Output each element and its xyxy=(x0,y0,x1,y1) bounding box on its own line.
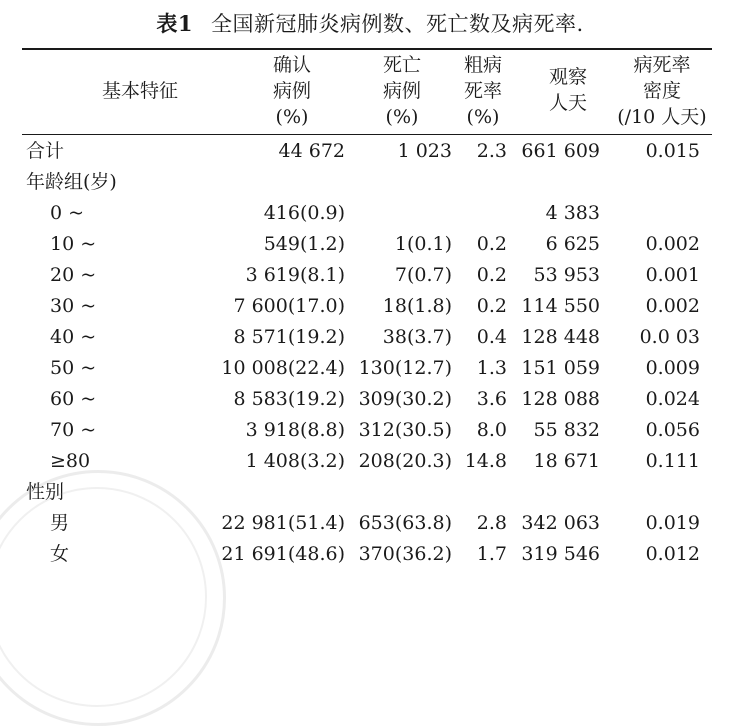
header-cases xyxy=(252,52,332,130)
cell-person-days: 128 448 xyxy=(521,326,600,348)
cell-cases: 3 918(8.8) xyxy=(245,419,345,441)
table-header-rule xyxy=(22,134,712,135)
header-density-line: (/10 人天) xyxy=(617,106,707,128)
table-row xyxy=(0,508,740,539)
cell-person-days: 319 546 xyxy=(521,543,600,565)
cell-density: 0.001 xyxy=(645,264,700,286)
row-label: 70 ~ xyxy=(50,419,97,441)
table-row xyxy=(0,446,740,477)
cell-cases: 549(1.2) xyxy=(263,233,345,255)
header-label-line: 基本特征 xyxy=(101,80,178,102)
row-label: 50 ~ xyxy=(50,357,97,379)
table-row xyxy=(0,167,740,198)
cell-deaths: 370(36.2) xyxy=(358,543,452,565)
cell-deaths: 7(0.7) xyxy=(394,264,452,286)
cell-person-days: 128 088 xyxy=(521,388,600,410)
header-cfr-line: (%) xyxy=(466,106,500,128)
cell-cases: 7 600(17.0) xyxy=(233,295,345,317)
table-caption xyxy=(0,8,740,38)
cell-density: 0.015 xyxy=(645,140,700,162)
cell-density: 0.024 xyxy=(645,388,700,410)
cell-density: 0.012 xyxy=(645,543,700,565)
header-cfr-line: 死率 xyxy=(463,80,502,102)
table-row xyxy=(0,384,740,415)
cell-cfr: 0.4 xyxy=(476,326,507,348)
cell-person-days: 6 625 xyxy=(545,233,600,255)
cell-cases: 22 981(51.4) xyxy=(221,512,345,534)
cell-person-days: 55 832 xyxy=(533,419,600,441)
header-obs xyxy=(528,64,608,116)
table-body xyxy=(0,136,740,570)
cell-person-days: 114 550 xyxy=(521,295,600,317)
table-row xyxy=(0,322,740,353)
header-density-line: 密度 xyxy=(642,80,681,102)
row-label: 合计 xyxy=(26,140,65,162)
header-deaths-line: (%) xyxy=(385,106,419,128)
header-cfr-line: 粗病 xyxy=(463,54,502,76)
header-density xyxy=(608,52,716,130)
table-row xyxy=(0,198,740,229)
header-density-line: 病死率 xyxy=(633,54,691,76)
row-label: 60 ~ xyxy=(50,388,97,410)
table-row xyxy=(0,539,740,570)
header-cfr xyxy=(448,52,518,130)
table-row xyxy=(0,229,740,260)
cell-deaths: 309(30.2) xyxy=(358,388,452,410)
header-cases-line: 确认 xyxy=(272,54,311,76)
cell-cases: 21 691(48.6) xyxy=(221,543,345,565)
header-deaths-line: 病例 xyxy=(382,80,421,102)
table-top-rule xyxy=(22,48,712,50)
cell-cases: 44 672 xyxy=(278,140,345,162)
cell-cfr: 3.6 xyxy=(476,388,507,410)
cell-cfr: 2.3 xyxy=(476,140,507,162)
cell-cases: 10 008(22.4) xyxy=(221,357,345,379)
cell-deaths: 130(12.7) xyxy=(358,357,452,379)
cell-cfr: 1.7 xyxy=(476,543,507,565)
cell-cases: 8 583(19.2) xyxy=(233,388,345,410)
cell-density: 0.002 xyxy=(645,233,700,255)
cell-person-days: 151 059 xyxy=(521,357,600,379)
row-label: 0 ~ xyxy=(50,202,85,224)
table-row xyxy=(0,260,740,291)
cell-deaths: 18(1.8) xyxy=(382,295,452,317)
cell-cases: 8 571(19.2) xyxy=(233,326,345,348)
cell-cfr: 2.8 xyxy=(476,512,507,534)
cell-cases: 3 619(8.1) xyxy=(245,264,345,286)
row-label: 女 xyxy=(50,543,70,565)
row-label: 10 ~ xyxy=(50,233,97,255)
header-deaths xyxy=(362,52,442,130)
row-label: 20 ~ xyxy=(50,264,97,286)
row-label: 30 ~ xyxy=(50,295,97,317)
cell-deaths: 1(0.1) xyxy=(394,233,452,255)
cell-density: 0.019 xyxy=(645,512,700,534)
row-label: ≥80 xyxy=(50,450,91,472)
table-row xyxy=(0,291,740,322)
cell-deaths: 653(63.8) xyxy=(358,512,452,534)
row-label: 男 xyxy=(50,512,70,534)
cell-density: 0.056 xyxy=(645,419,700,441)
cell-cfr: 14.8 xyxy=(464,450,507,472)
header-deaths-line: 死亡 xyxy=(382,54,421,76)
cell-density: 0.002 xyxy=(645,295,700,317)
cell-person-days: 18 671 xyxy=(533,450,600,472)
cell-cfr: 0.2 xyxy=(476,295,507,317)
cell-cfr: 8.0 xyxy=(476,419,507,441)
cell-person-days: 342 063 xyxy=(521,512,600,534)
cell-deaths: 1 023 xyxy=(397,140,452,162)
header-obs-line: 人天 xyxy=(548,92,587,114)
cell-person-days: 4 383 xyxy=(545,202,600,224)
cell-cfr: 1.3 xyxy=(476,357,507,379)
cell-person-days: 661 609 xyxy=(521,140,600,162)
row-label: 40 ~ xyxy=(50,326,97,348)
cell-cfr: 0.2 xyxy=(476,264,507,286)
row-label: 年龄组(岁) xyxy=(26,171,117,193)
header-cases-line: 病例 xyxy=(272,80,311,102)
cell-deaths: 208(20.3) xyxy=(358,450,452,472)
header-obs-line: 观察 xyxy=(548,66,587,88)
cell-density: 0.0 03 xyxy=(639,326,700,348)
cell-cfr: 0.2 xyxy=(476,233,507,255)
table-number: 表1 xyxy=(156,11,193,36)
header-cases-line: (%) xyxy=(275,106,309,128)
cell-density: 0.009 xyxy=(645,357,700,379)
cell-deaths: 38(3.7) xyxy=(382,326,452,348)
cell-density: 0.111 xyxy=(645,450,700,472)
table-row xyxy=(0,136,740,167)
cell-deaths: 312(30.5) xyxy=(358,419,452,441)
table-row xyxy=(0,353,740,384)
cell-cases: 416(0.9) xyxy=(263,202,345,224)
header-label xyxy=(60,78,220,104)
table-title: 全国新冠肺炎病例数、死亡数及病死率. xyxy=(210,12,584,36)
row-label: 性别 xyxy=(26,481,65,503)
cell-person-days: 53 953 xyxy=(533,264,600,286)
table-row xyxy=(0,415,740,446)
cell-cases: 1 408(3.2) xyxy=(245,450,345,472)
table-row xyxy=(0,477,740,508)
